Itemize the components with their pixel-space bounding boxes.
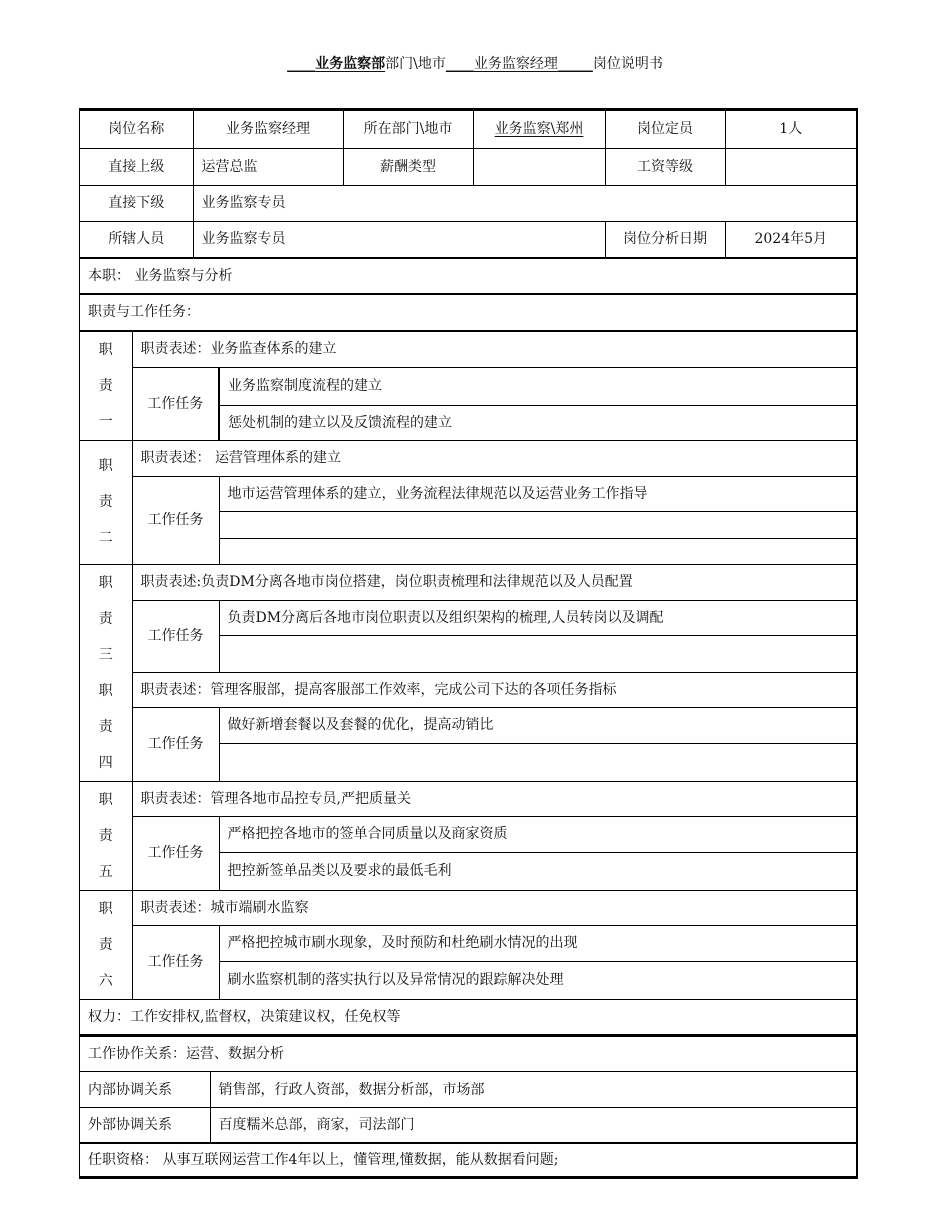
duty-1-task-1: 业务监察制度流程的建立 [219,367,856,405]
job-description-table [79,108,858,1179]
duty-6-task-1: 严格把控城市刷水现象，及时预防和杜绝刷水情况的出现 [219,925,856,961]
duty-5-description: 职责表述：管理各地市品控专员,严把质量关 [132,781,856,816]
duties-heading: 职责与工作任务： [80,294,856,330]
title-position: 业务监察经理 [473,56,558,72]
title-dept-suffix: 部门\地市 [385,56,446,72]
subordinate-value: 业务监察专员 [193,185,856,221]
title-position-blank: ____ [445,56,474,72]
staff-value: 业务监察专员 [193,221,605,258]
duty-2-task-2 [219,511,856,538]
cooperation: 工作协作关系：运营、数据分析 [80,1037,856,1072]
header-table [80,111,856,331]
title-dept: 业务监察部 [315,56,386,72]
main-duty: 本职： 业务监察与分析 [80,258,856,294]
superior-value: 运营总监 [193,148,343,185]
duty-2-marker: 职 责 二 [80,440,132,564]
duty-6-task-2: 刷水监察机制的落实执行以及异常情况的跟踪解决处理 [219,961,856,999]
title-position-blank-after: _____ [557,56,593,72]
staff-label: 所辖人员 [80,221,193,258]
duty-1-task-label: 工作任务 [132,367,219,440]
duty-5-task-2: 把控新签单品类以及要求的最低毛利 [219,852,856,890]
subordinate-label: 直接下级 [80,185,193,221]
title-dept-blank: ____ [287,56,316,72]
duty-4-task-1: 做好新增套餐以及套餐的优化，提高动销比 [219,708,856,744]
duty-3-task-1: 负责DM分离后各地市岗位职责以及组织架构的梳理,人员转岗以及调配 [219,600,856,636]
headcount-value: 1人 [725,111,856,148]
duty-1-task-2: 惩处机制的建立以及反馈流程的建立 [219,405,856,440]
duty-4-task-label: 工作任务 [132,708,219,782]
internal-value: 销售部，行政人资部，数据分析部，市场部 [210,1072,856,1108]
duty-3-description: 职责表述:负责DM分离各地市岗位搭建，岗位职责梳理和法律规范以及人员配置 [132,564,856,600]
duty-5-task-1: 严格把控各地市的签单合同质量以及商家资质 [219,816,856,852]
duty-6-description: 职责表述：城市端刷水监察 [132,890,856,925]
job-name-value: 业务监察经理 [193,111,343,148]
dept-value: 业务监察\郑州 [494,121,584,138]
duty-4-description: 职责表述：管理客服部，提高客服部工作效率，完成公司下达的各项任务指标 [132,673,856,708]
duty-1-marker: 职 责 一 [80,331,132,440]
duty-3-task-label: 工作任务 [132,600,219,673]
duties-table [80,331,856,1037]
qualification: 任职资格： 从事互联网运营工作4年以上，懂管理,懂数据，能从数据看问题; [80,1143,856,1177]
title-doc-type: 岗位说明书 [592,56,663,72]
duty-2-task-1: 地市运营管理体系的建立，业务流程法律规范以及运营业务工作指导 [219,476,856,511]
duty-2-task-label: 工作任务 [132,476,219,564]
salary-type-value [473,148,605,185]
wage-grade-value [725,148,856,185]
duty-5-marker: 职 责 五 [80,781,132,890]
duty-2-task-3 [219,538,856,564]
duty-5-task-label: 工作任务 [132,816,219,890]
job-name-label: 岗位名称 [80,111,193,148]
analysis-date-label: 岗位分析日期 [605,221,725,258]
superior-label: 直接上级 [80,148,193,185]
cooperation-table [80,1036,856,1177]
duty-6-marker: 职 责 六 [80,890,132,999]
salary-type-label: 薪酬类型 [343,148,473,185]
wage-grade-label: 工资等级 [605,148,725,185]
duty-3-4-marker: 职 责 三 职 责 四 [80,564,132,781]
dept-label: 所在部门\地市 [343,111,473,148]
external-label: 外部协调关系 [80,1108,210,1143]
duty-4-task-2 [219,743,856,781]
duty-3-task-2 [219,636,856,673]
duty-6-task-label: 工作任务 [132,925,219,999]
authority: 权力：工作安排权,监督权，决策建议权，任免权等 [80,999,856,1035]
analysis-date-value: 2024年5月 [725,221,856,258]
headcount-label: 岗位定员 [605,111,725,148]
duty-2-description: 职责表述： 运营管理体系的建立 [132,440,856,476]
document-title [0,53,950,73]
internal-label: 内部协调关系 [80,1072,210,1108]
external-value: 百度糯米总部，商家，司法部门 [210,1108,856,1143]
duty-1-description: 职责表述：业务监查体系的建立 [132,331,856,367]
